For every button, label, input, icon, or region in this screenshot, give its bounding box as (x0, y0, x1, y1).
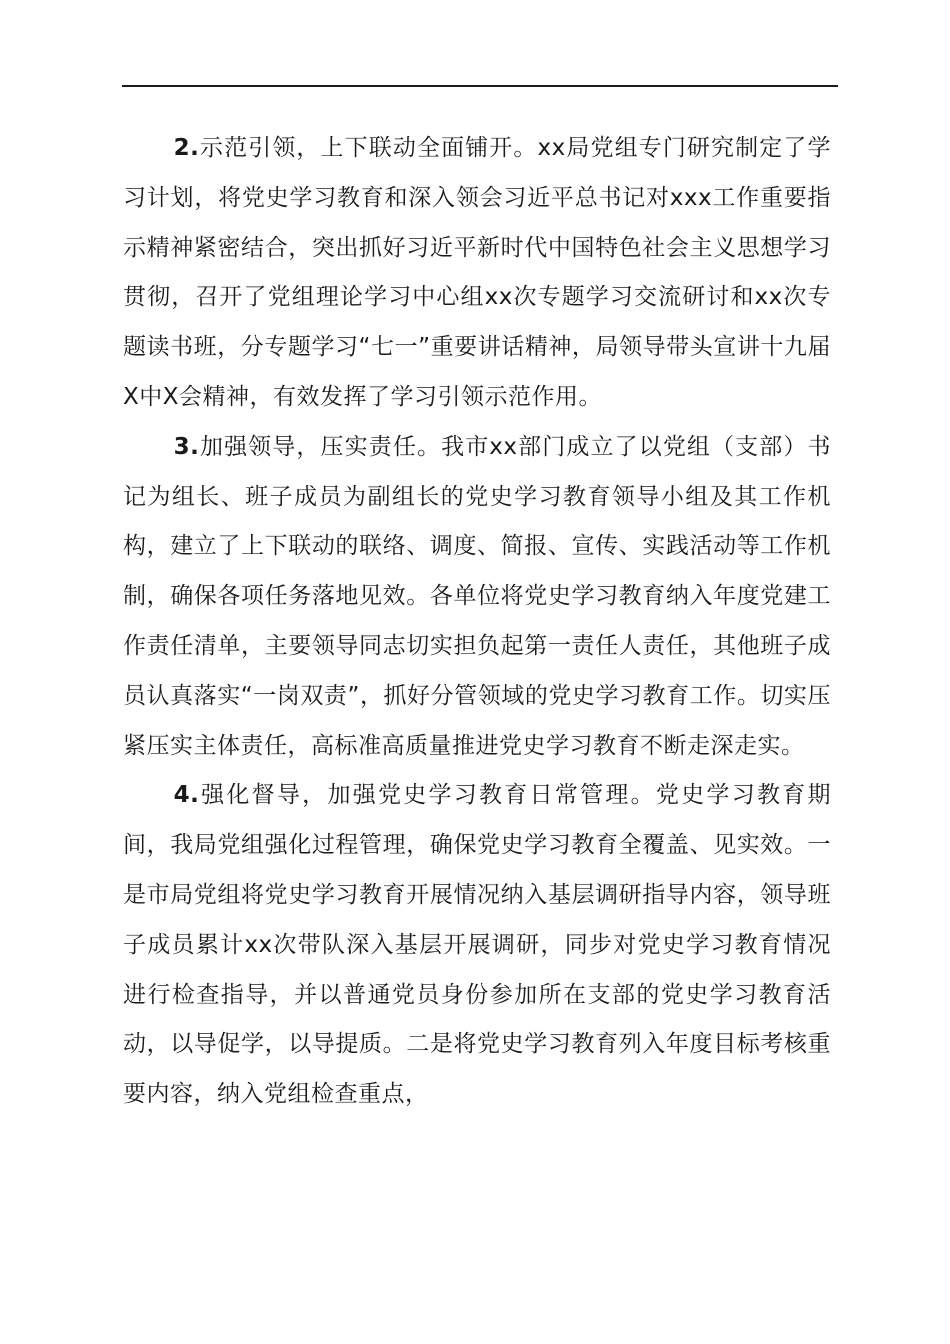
paragraph-number: 2. (173, 135, 200, 161)
paragraph-3 (123, 423, 831, 772)
paragraph-4 (123, 771, 831, 1120)
paragraph-number: 3. (173, 433, 200, 460)
paragraph-text: 加强领导，压实责任。我市xx部门成立了以党组（支部）书记为组长、班子成员为副组长的党史学习教育领导小组及其工作机构，建立了上下联动的联络、调度、简报、宣传、实践活动等工作机制，确保各项任务落地见效。各单位将党史学习教育纳入年度党建工作责任清单，主要领导同志切实担负起第一责任人责任，其他班子成员认真落实“一岗双责”，抓好分管领域的党史学习教育工作。切实压紧压实主体责任，高标准高质量推进党史学习教育不断走深走实。 (123, 433, 831, 759)
document-body (123, 124, 831, 1120)
paragraph-2 (123, 124, 831, 423)
paragraph-text: 示范引领，上下联动全面铺开。xx局党组专门研究制定了学习计划，将党史学习教育和深入领会习近平总书记对xxx工作重要指示精神紧密结合，突出抓好习近平新时代中国特色社会主义思想学习贯彻，召开了党组理论学习中心组xx次专题学习交流研讨和xx次专题读书班，分专题学习“七一”重要讲话精神，局领导带头宣讲十九届X中X会精神，有效发挥了学习引领示范作用。 (123, 135, 831, 410)
header-rule (122, 85, 838, 87)
paragraph-text: 强化督导，加强党史学习教育日常管理。党史学习教育期间，我局党组强化过程管理，确保党史学习教育全覆盖、见实效。一是市局党组将党史学习教育开展情况纳入基层调研指导内容，领导班子成员累计xx次带队深入基层开展调研，同步对党史学习教育情况进行检查指导，并以普通党员身份参加所在支部的党史学习教育活动，以导促学，以导提质。二是将党史学习教育列入年度目标考核重要内容，纳入党组检查重点， (123, 782, 831, 1108)
paragraph-number: 4. (173, 782, 200, 809)
